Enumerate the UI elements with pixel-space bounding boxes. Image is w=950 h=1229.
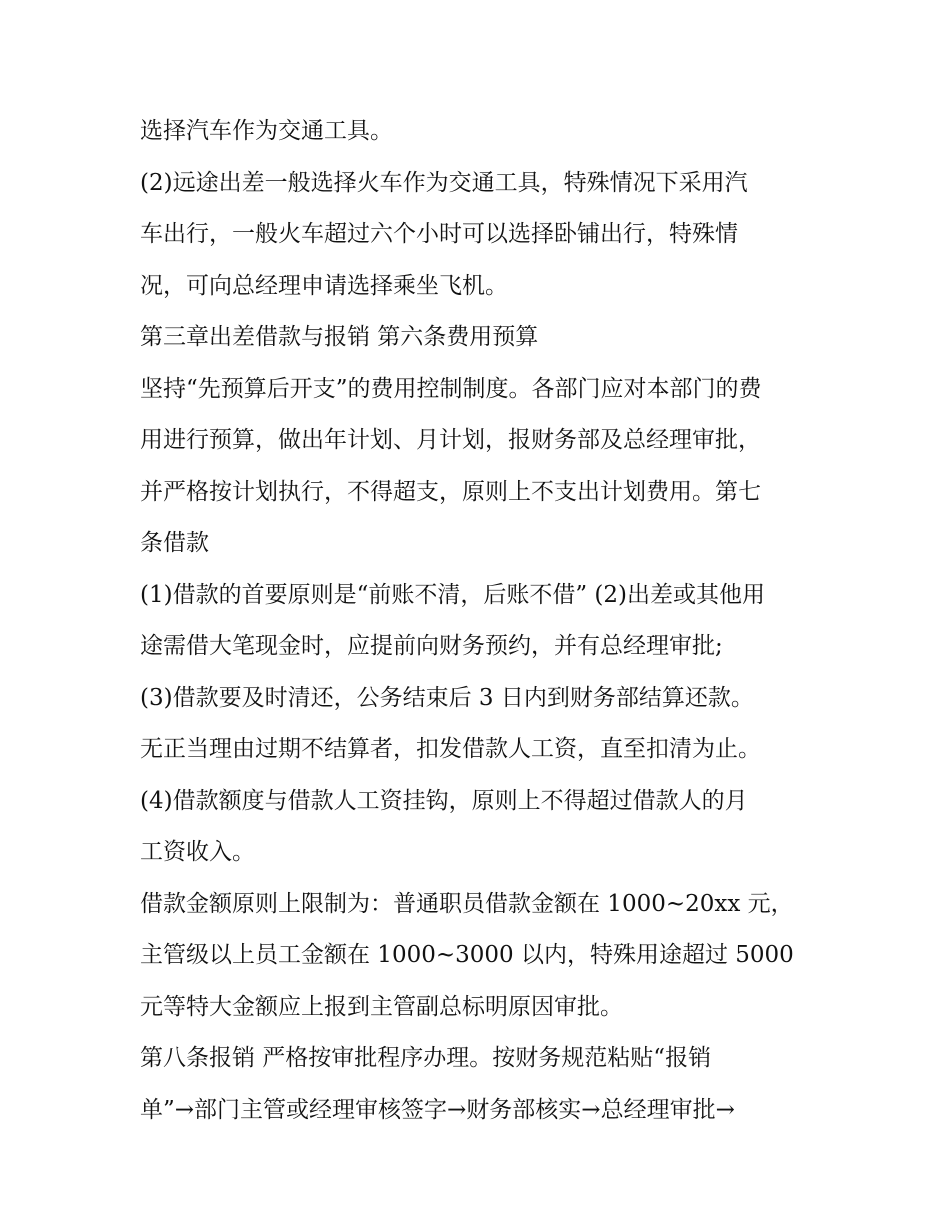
text-line: (1)借款的首要原则是“前账不清，后账不借” (2)出差或其他用	[140, 581, 765, 608]
text-line: (4)借款额度与借款人工资挂钩，原则上不得超过借款人的月	[140, 787, 748, 814]
text-line: 况，可向总经理申请选择乘坐飞机。	[140, 272, 508, 299]
text-line: (3)借款要及时清还，公务结束后 3 日内到财务部结算还款。	[140, 684, 754, 711]
text-line: 途需借大笔现金时，应提前向财务预约，并有总经理审批;	[140, 633, 723, 659]
text-line: 选择汽车作为交通工具。	[140, 118, 393, 144]
text-line: 条借款	[140, 530, 209, 556]
text-line: 主管级以上员工金额在 1000~3000 以内，特殊用途超过 5000	[140, 942, 794, 968]
text-line: 借款金额原则上限制为：普通职员借款金额在 1000~20xx 元，	[140, 890, 794, 917]
text-line: 单”→部门主管或经理审核签字→财务部核实→总经理审批→	[140, 1096, 735, 1123]
text-line: 用进行预算，做出年计划、月计划，报财务部及总经理审批，	[140, 427, 761, 453]
text-line: 无正当理由过期不结算者，扣发借款人工资，直至扣清为止。	[140, 736, 761, 762]
text-line: 车出行，一般火车超过六个小时可以选择卧铺出行，特殊情	[140, 221, 738, 247]
text-line: 坚持“先预算后开支”的费用控制制度。各部门应对本部门的费	[140, 375, 762, 402]
document-body	[140, 106, 830, 1136]
text-line: 并严格按计划执行，不得超支，原则上不支出计划费用。第七	[140, 478, 761, 505]
section-heading-line: 第三章出差借款与报销 第六条费用预算	[140, 324, 539, 350]
text-line: (2)远途出差一般选择火车作为交通工具，特殊情况下采用汽	[140, 169, 748, 196]
text-line: 第八条报销 严格按审批程序办理。按财务规范粘贴“报销	[140, 1045, 712, 1071]
text-line: 工资收入。	[140, 839, 255, 865]
text-line: 元等特大金额应上报到主管副总标明原因审批。	[140, 993, 623, 1020]
